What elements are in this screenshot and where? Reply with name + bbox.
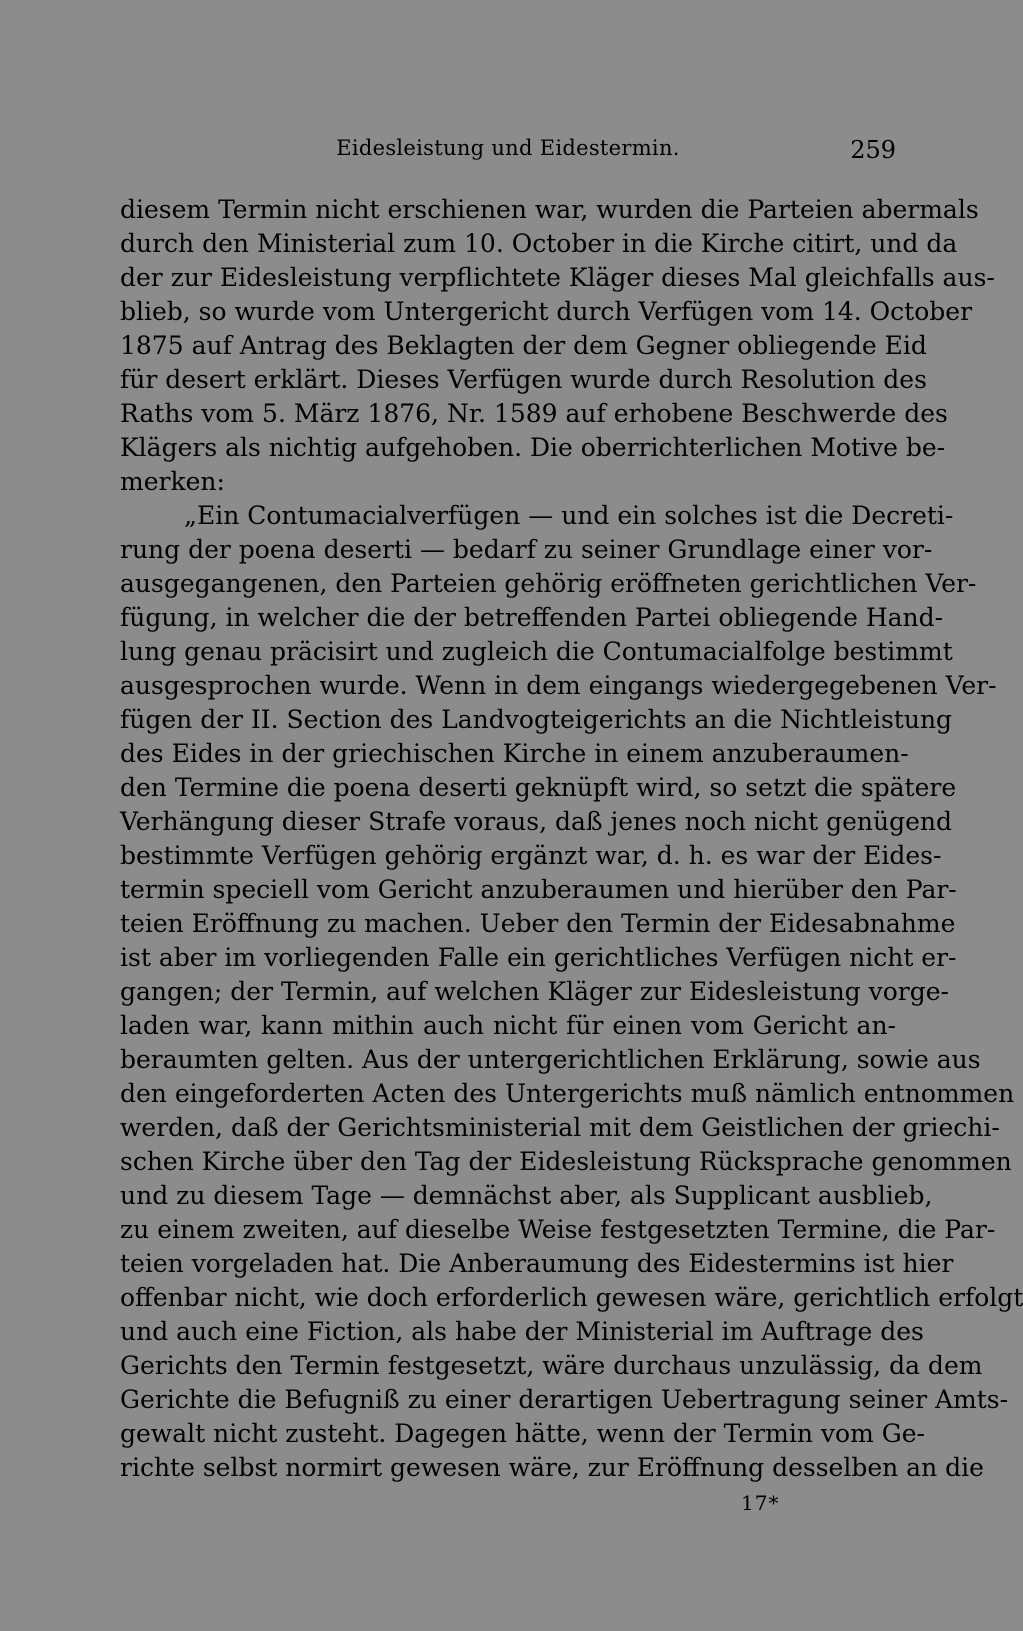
text-line: gewalt nicht zusteht. Dagegen hätte, wenn der Termin vom Ge- (120, 1419, 925, 1448)
text-line: fügung, in welcher die der betreffenden Partei obliegende Hand- (120, 603, 944, 632)
text-line: ist aber im vorliegenden Falle ein gerichtliches Verfügen nicht er- (120, 943, 957, 972)
text-line: den Termine die poena deserti geknüpft wird, so setzt die spätere (120, 773, 957, 802)
text-line: des Eides in der griechischen Kirche in einem anzuberaumen- (120, 739, 909, 768)
text-line: der zur Eidesleistung verpflichtete Kläger dieses Mal gleichfalls aus- (120, 263, 995, 292)
page-header (120, 136, 896, 172)
text-line: rung der poena deserti — bedarf zu seiner Grundlage einer vor- (120, 535, 933, 564)
text-line: und zu diesem Tage — demnächst aber, als Supplicant ausblieb, (120, 1181, 933, 1210)
text-line: gangen; der Termin, auf welchen Kläger zur Eidesleistung vorge- (120, 977, 949, 1006)
text-line: lung genau präcisirt und zugleich die Contumacialfolge bestimmt (120, 637, 953, 666)
text-line: bestimmte Verfügen gehörig ergänzt war, d. h. es war der Eides- (120, 841, 942, 870)
text-line: Gerichts den Termin festgesetzt, wäre durchaus unzulässig, da dem (120, 1351, 983, 1380)
page-number: 259 (850, 136, 896, 164)
text-line: Gerichte die Befugniß zu einer derartigen Uebertragung seiner Amts- (120, 1385, 1009, 1414)
text-line: richte selbst normirt gewesen wäre, zur Eröffnung desselben an die (120, 1453, 984, 1482)
text-line: beraumten gelten. Aus der untergerichtlichen Erklärung, sowie aus (120, 1045, 981, 1074)
signature-mark: 17* (741, 1491, 780, 1515)
text-line: durch den Ministerial zum 10. October in die Kirche citirt, und da (120, 229, 958, 258)
text-line: Verhängung dieser Strafe voraus, daß jenes noch nicht genügend (120, 807, 953, 836)
quote-first-line: „Ein Contumacialverfügen — und ein solches ist die Decreti- (184, 501, 954, 530)
text-line: werden, daß der Gerichtsministerial mit dem Geistlichen der griechi- (120, 1113, 1000, 1142)
text-line: 1875 auf Antrag des Beklagten der dem Gegner obliegende Eid (120, 331, 927, 360)
text-line: laden war, kann mithin auch nicht für einen vom Gericht an- (120, 1011, 896, 1040)
text-line: und auch eine Fiction, als habe der Ministerial im Auftrage des (120, 1317, 924, 1346)
text-line: Klägers als nichtig aufgehoben. Die oberrichterlichen Motive be- (120, 433, 946, 462)
text-line: den eingeforderten Acten des Untergerichts muß nämlich entnommen (120, 1079, 1015, 1108)
text-line: schen Kirche über den Tag der Eidesleistung Rücksprache genommen (120, 1147, 1012, 1176)
body-text (120, 193, 1023, 1485)
text-line: ausgegangenen, den Parteien gehörig eröffneten gerichtlichen Ver- (120, 569, 977, 598)
text-line: teien Eröffnung zu machen. Ueber den Termin der Eidesabnahme (120, 909, 956, 938)
text-line: merken: (120, 467, 225, 496)
text-line: für desert erklärt. Dieses Verfügen wurde durch Resolution des (120, 365, 927, 394)
text-line: diesem Termin nicht erschienen war, wurden die Parteien abermals (120, 195, 979, 224)
text-line: blieb, so wurde vom Untergericht durch Verfügen vom 14. October (120, 297, 973, 326)
text-line: termin speciell vom Gericht anzuberaumen und hierüber den Par- (120, 875, 957, 904)
text-line: offenbar nicht, wie doch erforderlich gewesen wäre, gerichtlich erfolgt (120, 1283, 1023, 1312)
running-head: Eidesleistung und Eidestermin. (336, 136, 680, 160)
text-line: fügen der II. Section des Landvogteigerichts an die Nichtleistung (120, 705, 953, 734)
text-line: ausgesprochen wurde. Wenn in dem eingangs wiedergegebenen Ver- (120, 671, 997, 700)
text-line: zu einem zweiten, auf dieselbe Weise festgesetzten Termine, die Par- (120, 1215, 996, 1244)
text-line: teien vorgeladen hat. Die Anberaumung des Eidestermins ist hier (120, 1249, 954, 1278)
text-line: Raths vom 5. März 1876, Nr. 1589 auf erhobene Beschwerde des (120, 399, 948, 428)
